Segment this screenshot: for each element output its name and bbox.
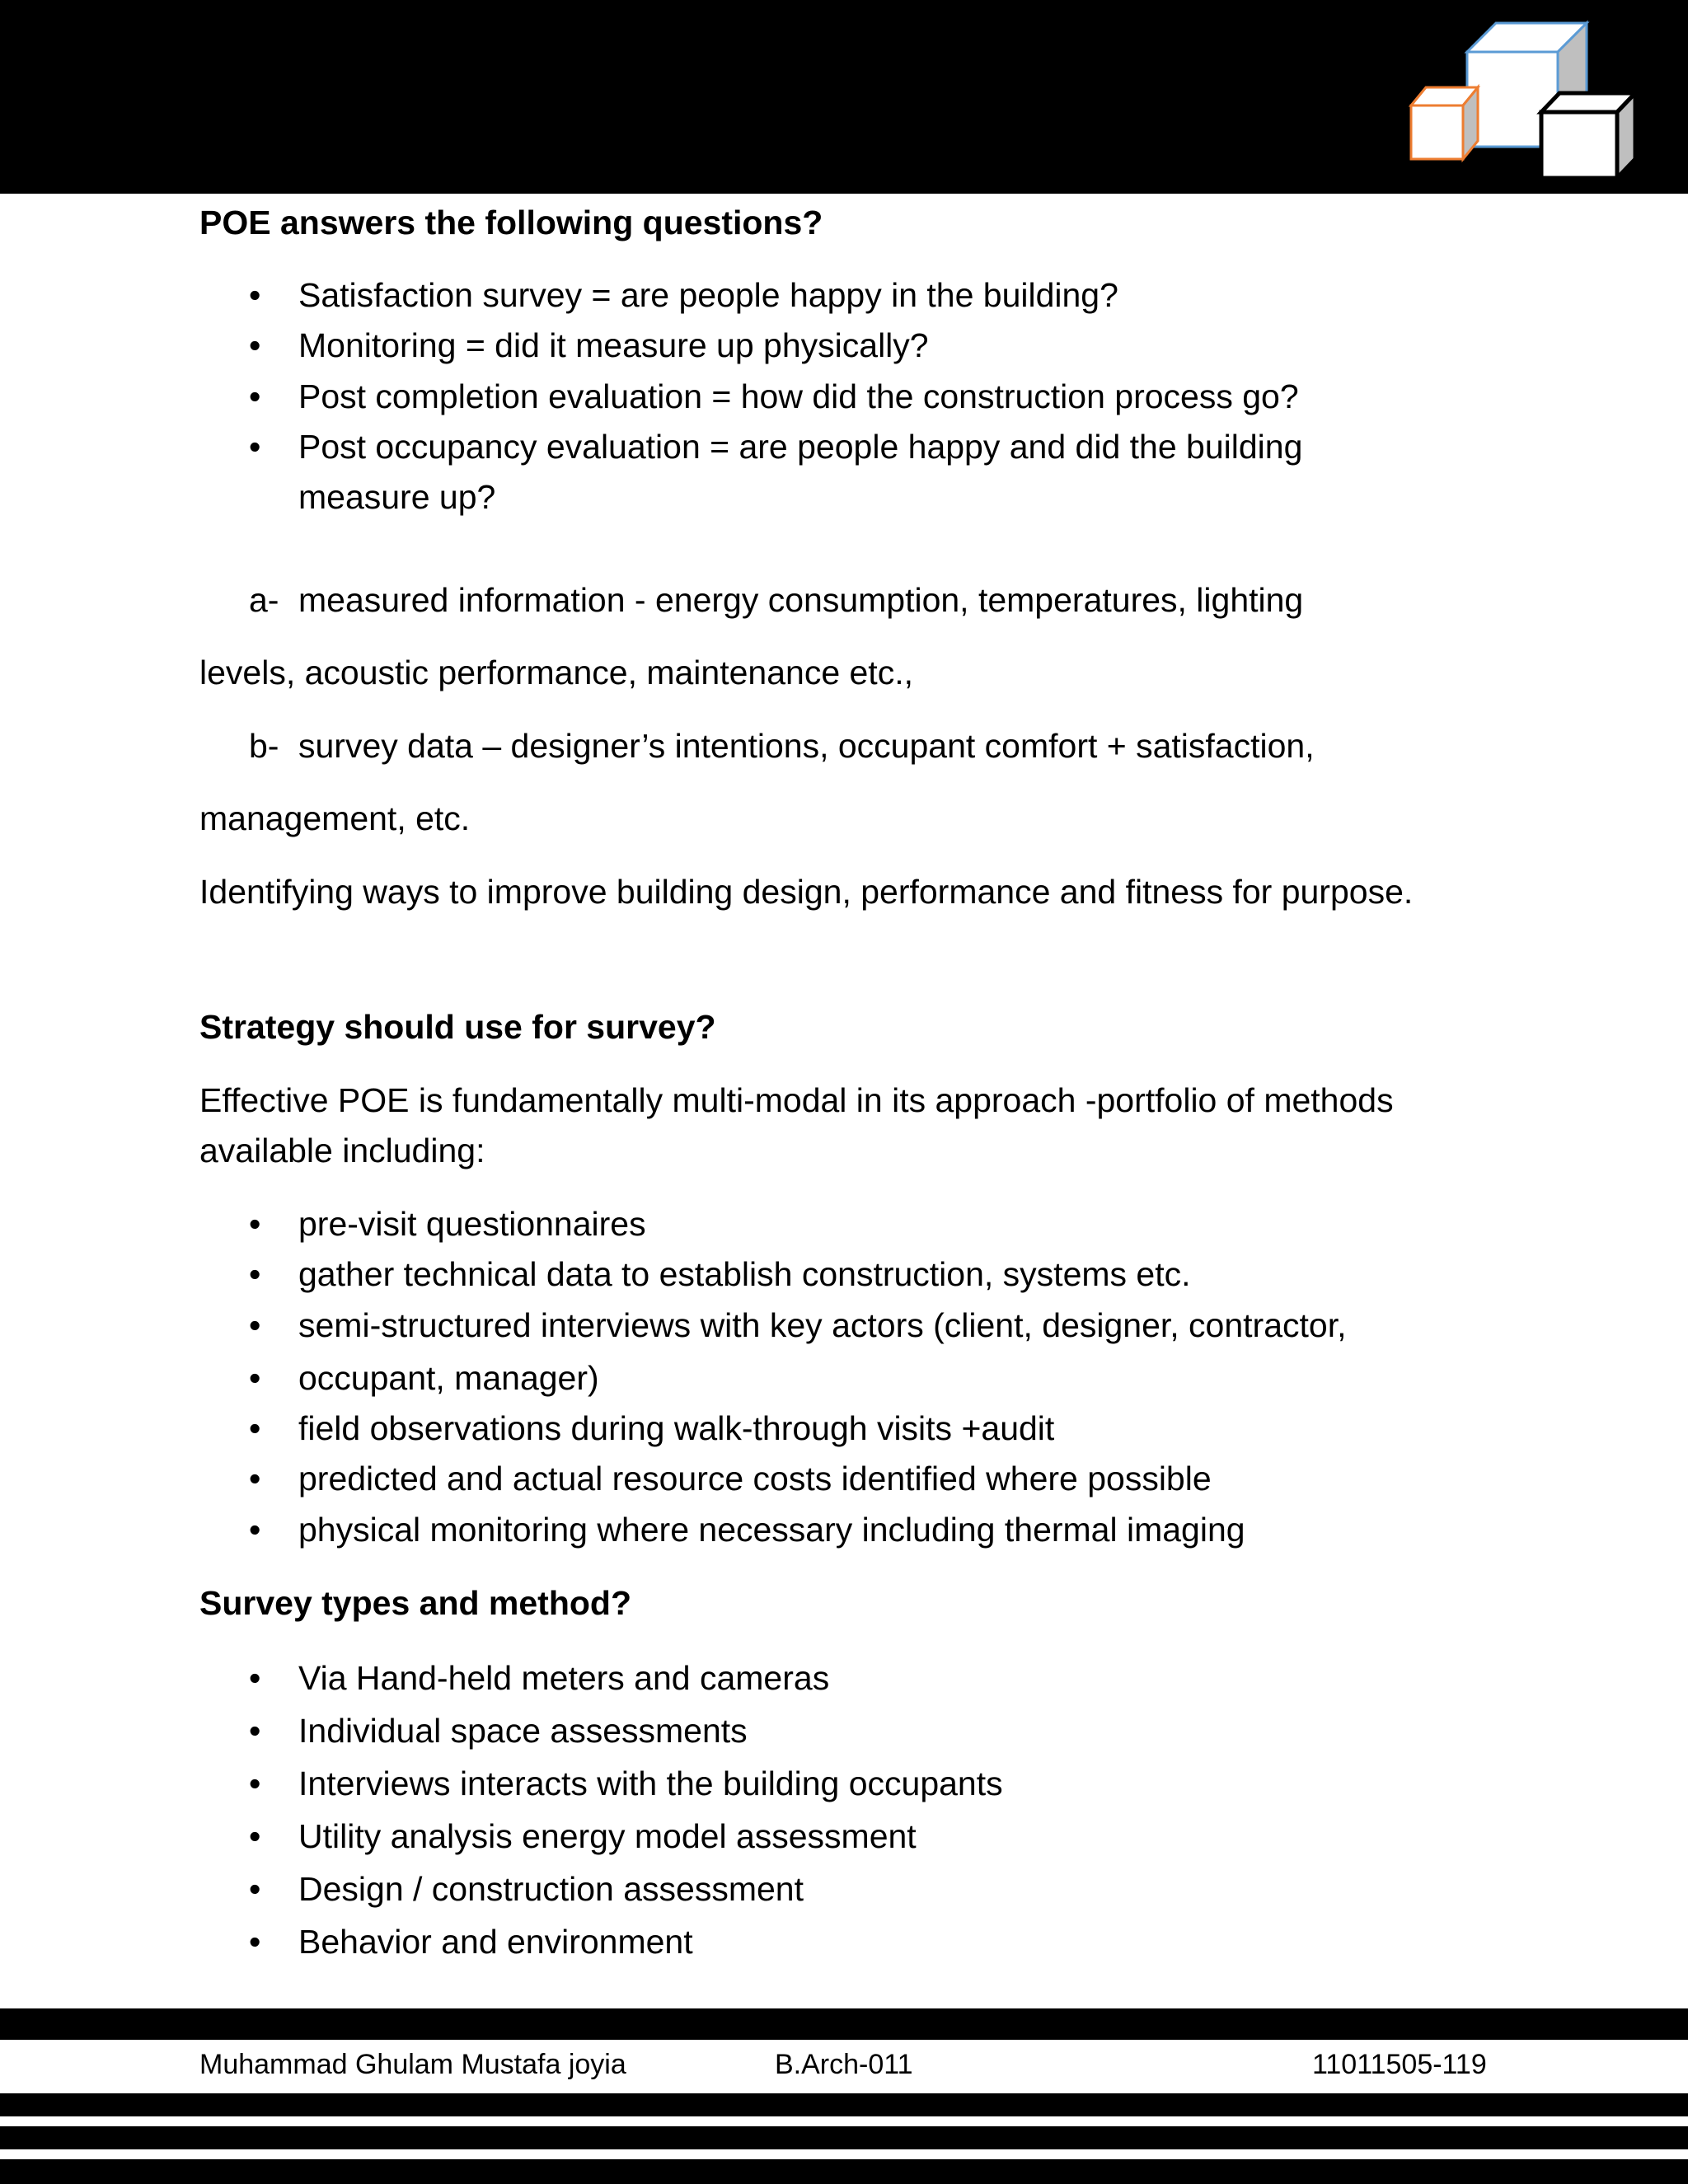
list-item-text: semi-structured interviews with key actors (client, designer, contractor, xyxy=(298,1306,1347,1344)
paragraph-continuation: management, etc. xyxy=(199,799,471,837)
list-item-text: Post completion evaluation = how did the construction process go? xyxy=(298,377,1299,415)
bullet-icon: • xyxy=(249,1659,261,1697)
bullet-icon: • xyxy=(249,1870,261,1908)
list-item-text: pre-visit questionnaires xyxy=(298,1205,646,1243)
paragraph-continuation: levels, acoustic performance, maintenance etc., xyxy=(199,654,913,691)
paragraph: Effective POE is fundamentally multi-modal in its approach -portfolio of methods xyxy=(199,1081,1394,1119)
footer-stripe xyxy=(0,2126,1688,2149)
list-item-text: Post occupancy evaluation = are people happy and did the building xyxy=(298,428,1303,466)
list-item-text: field observations during walk-through visits +audit xyxy=(298,1409,1055,1447)
list-item-text: measure up? xyxy=(298,478,496,516)
bullet-icon: • xyxy=(249,1409,261,1447)
section-heading-survey-types: Survey types and method? xyxy=(199,1584,632,1622)
paragraph: available including: xyxy=(199,1132,485,1169)
bullet-icon: • xyxy=(249,1923,261,1961)
list-item-text: Via Hand-held meters and cameras xyxy=(298,1659,830,1697)
bullet-icon: • xyxy=(249,1460,261,1497)
list-item-text: Interviews interacts with the building occupants xyxy=(298,1765,1003,1802)
cubes-logo-icon xyxy=(1401,15,1648,184)
list-item-text: Behavior and environment xyxy=(298,1923,693,1961)
bullet-icon: • xyxy=(249,276,261,314)
bullet-icon: • xyxy=(249,1205,261,1243)
list-item-text: Utility analysis energy model assessment xyxy=(298,1817,917,1855)
footer-program: B.Arch-011 xyxy=(775,2049,913,2080)
footer-stripe xyxy=(0,2093,1688,2116)
list-item-text: Individual space assessments xyxy=(298,1712,748,1750)
section-heading-strategy: Strategy should use for survey? xyxy=(199,1008,716,1046)
bullet-icon: • xyxy=(249,1817,261,1855)
list-item-text: survey data – designer’s intentions, occupant comfort + satisfaction, xyxy=(298,727,1315,765)
list-item-text: physical monitoring where necessary including thermal imaging xyxy=(298,1511,1245,1549)
bullet-icon: • xyxy=(249,377,261,415)
list-item-text: measured information - energy consumption, temperatures, lighting xyxy=(298,581,1304,619)
footer-roll-number: 11011505-119 xyxy=(1312,2049,1487,2080)
bullet-icon: • xyxy=(249,1255,261,1293)
bullet-icon: • xyxy=(249,1359,261,1397)
footer-divider-top xyxy=(0,2008,1688,2040)
list-item-text: Satisfaction survey = are people happy in the building? xyxy=(298,276,1118,314)
footer-author: Muhammad Ghulam Mustafa joyia xyxy=(199,2049,626,2080)
bullet-icon: • xyxy=(249,428,261,466)
list-item-text: predicted and actual resource costs identified where possible xyxy=(298,1460,1212,1497)
list-marker: b- xyxy=(249,727,279,765)
paragraph: Identifying ways to improve building design, performance and fitness for purpose. xyxy=(199,873,1414,911)
bullet-icon: • xyxy=(249,1511,261,1549)
bullet-icon: • xyxy=(249,326,261,364)
list-item-text: Monitoring = did it measure up physically? xyxy=(298,326,929,364)
bullet-icon: • xyxy=(249,1765,261,1802)
section-heading-poe: POE answers the following questions? xyxy=(199,204,823,241)
list-item-text: occupant, manager) xyxy=(298,1359,599,1397)
list-item-text: gather technical data to establish construction, systems etc. xyxy=(298,1255,1191,1293)
list-marker: a- xyxy=(249,581,279,619)
bullet-icon: • xyxy=(249,1306,261,1344)
bullet-icon: • xyxy=(249,1712,261,1750)
footer-stripe xyxy=(0,2159,1688,2184)
list-item-text: Design / construction assessment xyxy=(298,1870,804,1908)
